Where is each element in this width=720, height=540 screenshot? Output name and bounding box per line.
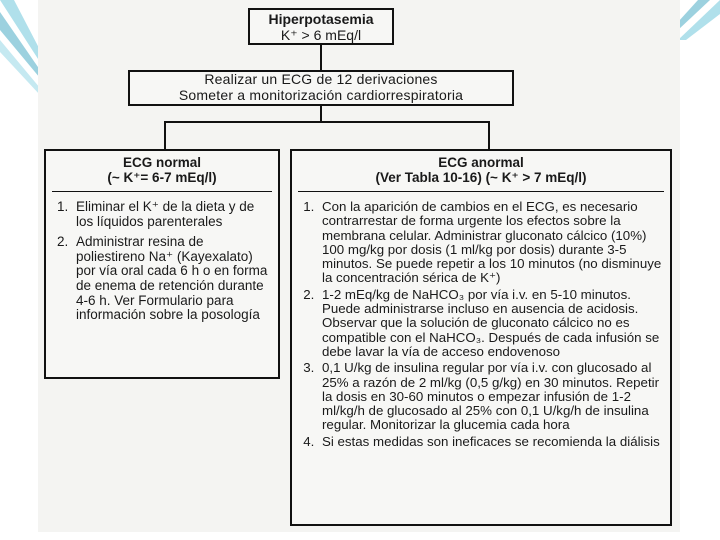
ecg-normal-heading: ECG normal bbox=[122, 155, 201, 170]
ecg-normal-range: (~ K⁺= 6-7 mEq/l) bbox=[107, 170, 217, 185]
ecg-step-line2: Someter a monitorización cardiorrespiratoria bbox=[178, 86, 464, 103]
ecg-normal-list bbox=[52, 200, 272, 323]
list-item: 2. Administrar resina de poliestireno Na⁺ (Kayexalato) por vía oral cada 6 h o en forma de enema de retención durante 4-6 h. Ver Formulario para información sobre la posología bbox=[72, 235, 272, 323]
ecg-step-line1: Realizar un ECG de 12 derivaciones bbox=[204, 71, 438, 87]
title-threshold: K⁺ > 6 mEq/l bbox=[280, 27, 362, 43]
connector-branch-left bbox=[164, 121, 166, 149]
connector-ecg-down bbox=[320, 106, 322, 122]
divider bbox=[298, 191, 664, 192]
list-item: 1. Con la aparición de cambios en el ECG, es necesario contrarrestar de forma urgente los efectos sobre la membrana celular. Administrar gluconato cálcico (10%) 100 mg/kg por dosis (1 ml/kg por dosis) durante 3-5 minutos. Se puede repetir a los 10 minutos (no disminuye la concentración sérica de K⁺) bbox=[318, 200, 664, 286]
divider bbox=[52, 191, 272, 192]
ecg-abnormal-box bbox=[290, 149, 672, 526]
decorative-stripes-right bbox=[678, 0, 720, 40]
ecg-abnormal-heading: ECG anormal bbox=[438, 155, 524, 170]
ecg-abnormal-range: (Ver Tabla 10-16) (~ K⁺ > 7 mEq/l) bbox=[375, 170, 587, 185]
connector-branch-horizontal bbox=[164, 121, 490, 123]
title-heading: Hiperpotasemia bbox=[268, 11, 374, 27]
list-item: 1. Eliminar el K⁺ de la dieta y de los líquidos parenterales bbox=[72, 200, 272, 229]
connector-branch-right bbox=[488, 121, 490, 149]
title-box bbox=[248, 8, 394, 45]
list-item: 4. Si estas medidas son ineficaces se recomienda la diálisis bbox=[318, 435, 664, 449]
ecg-normal-box bbox=[44, 149, 280, 379]
connector-title-to-ecg bbox=[320, 45, 322, 70]
decorative-stripes-left bbox=[0, 0, 40, 95]
list-item: 3. 0,1 U/kg de insulina regular por vía i.v. con glucosado al 25% a razón de 2 ml/kg (0,5 g/kg) en 30 minutos. Repetir la dosis en 30-60 minutos o empezar infusión de 1-2 ml/kg/h de glucosado al 25% con 0,1 U/kg/h de insulina regular. Monitorizar la glucemia cada hora bbox=[318, 361, 664, 432]
ecg-abnormal-list bbox=[298, 200, 664, 449]
list-item: 2. 1-2 mEq/kg de NaHCO₃ por vía i.v. en 5-10 minutos. Puede administrarse incluso en ausencia de acidosis. Observar que la solución de gluconato cálcico no es compatible con el NaHCO₃. Después de cada infusión se debe lavar la vía de acceso endovenoso bbox=[318, 288, 664, 359]
ecg-step-box bbox=[128, 70, 514, 106]
